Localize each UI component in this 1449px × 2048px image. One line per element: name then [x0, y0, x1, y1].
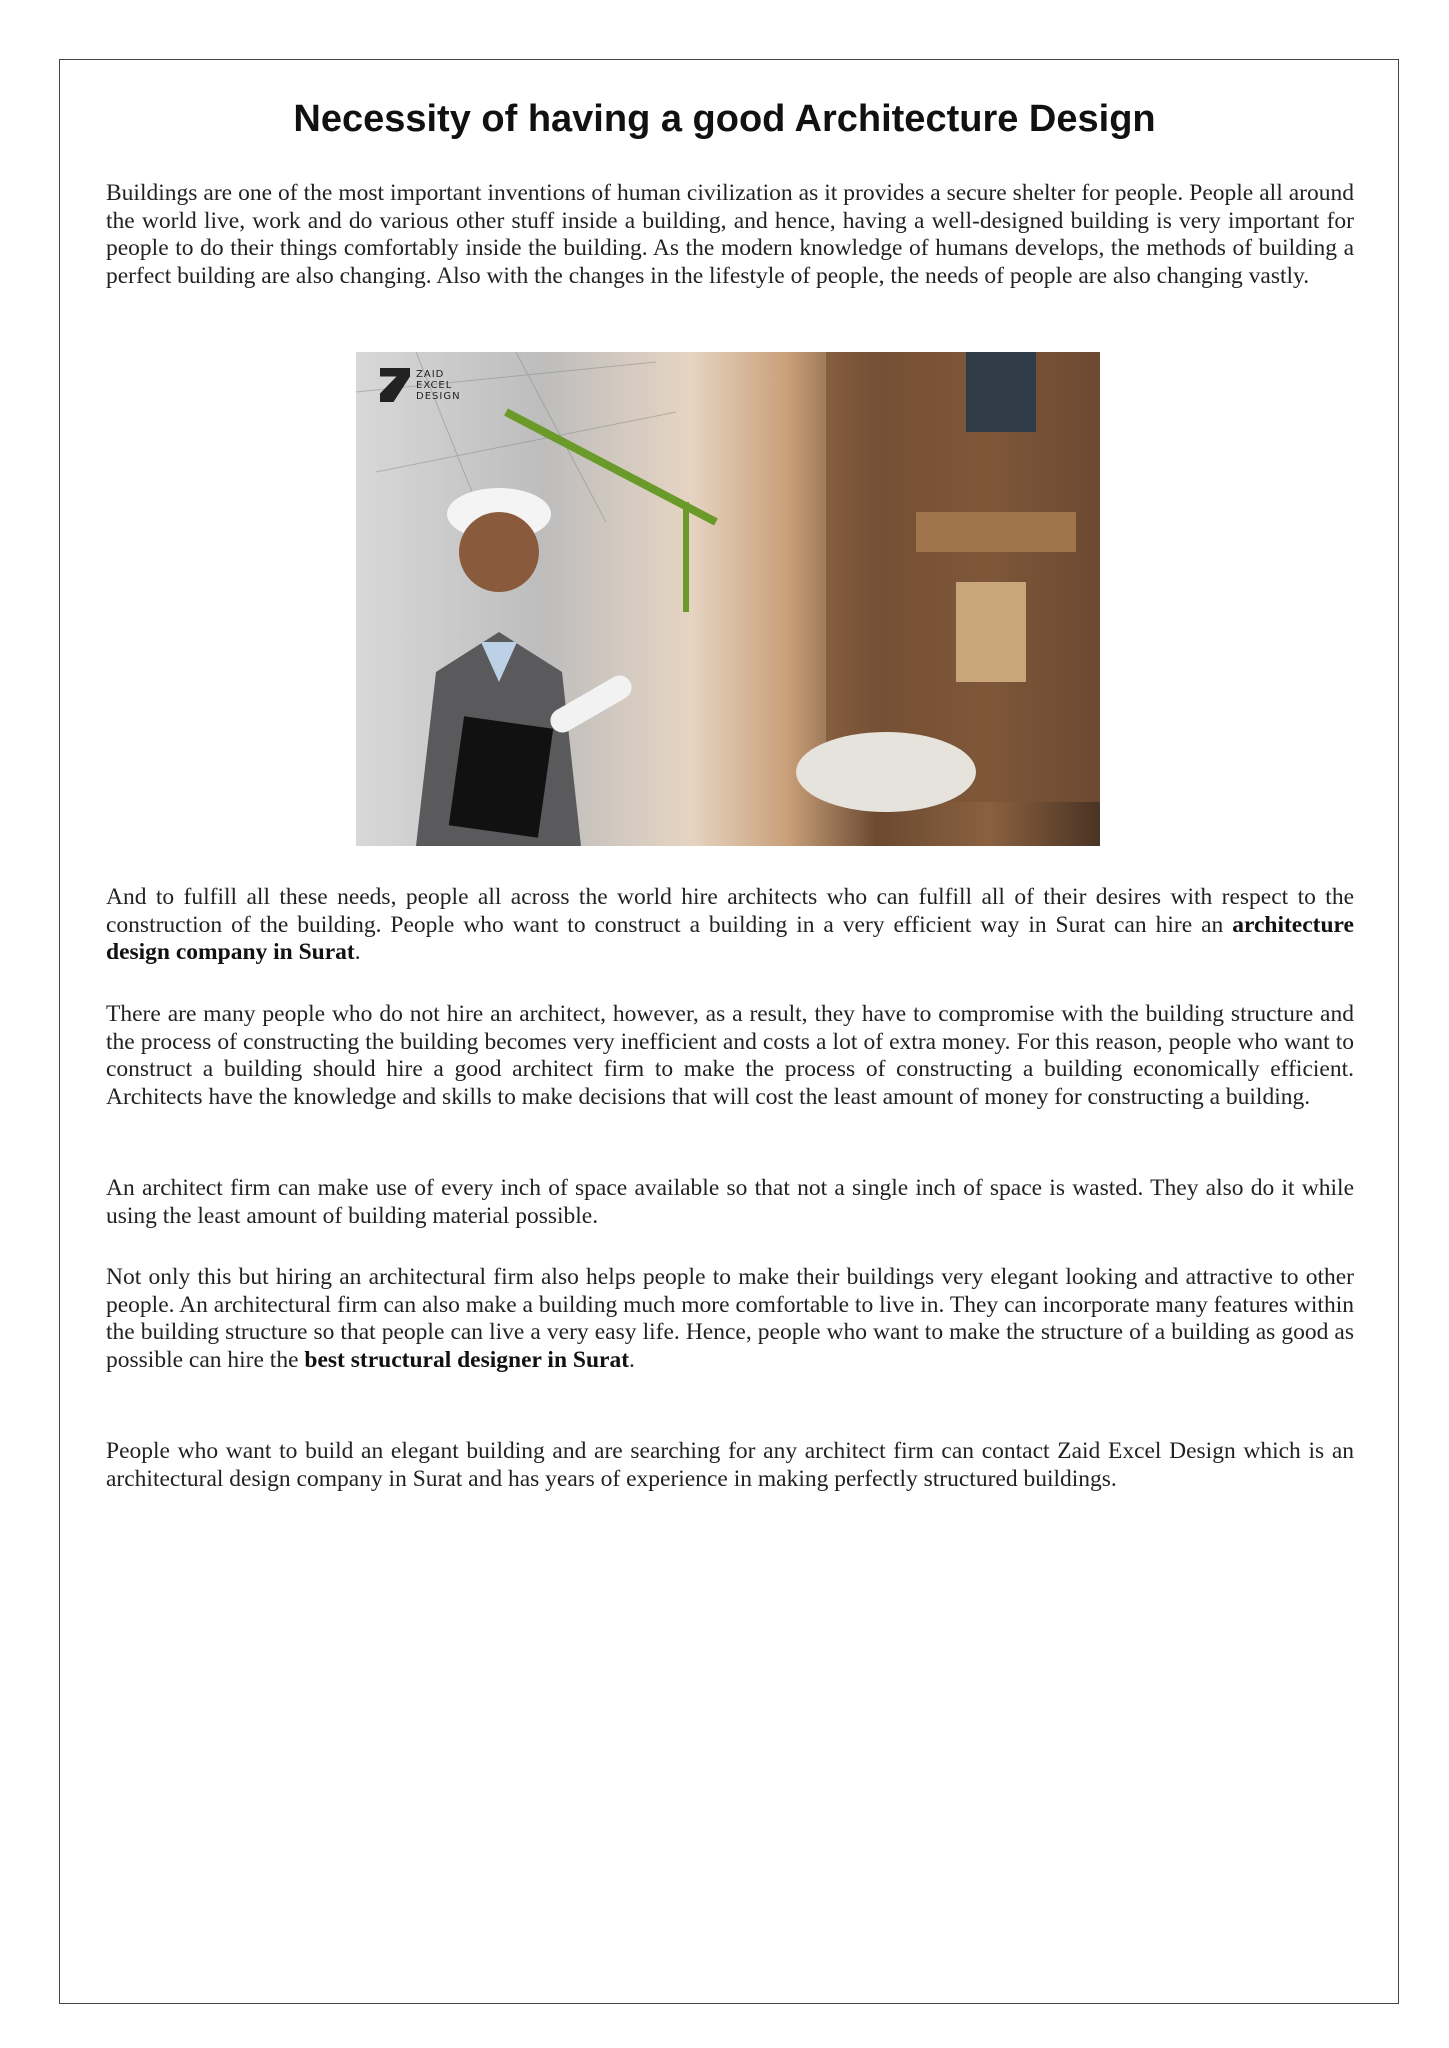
text: . [629, 1346, 635, 1373]
paragraph-hire-architects [106, 884, 1354, 967]
paragraph-compromise: There are many people who do not hire an architect, however, as a result, they have to compromise with the building structure and the process of constructing the building becomes very inefficient and costs a lot of extra money. For this reason, people who want to construct a building should hire a good architect firm to make the process of constructing a building economically efficient. Architects have the knowledge and skills to make decisions that will cost the least amount of money for constructing a building. [106, 1001, 1354, 1110]
paragraph-elegant [106, 1264, 1354, 1374]
page-title: Necessity of having a good Architecture Design [293, 98, 1156, 140]
paragraph-intro: Buildings are one of the most important inventions of human civilization as it provides a secure shelter for people. People all around the world live, work and do various other stuff inside a building, and hence, having a well-designed building is very important for people to do their things comfortably inside the building. As the modern knowledge of humans develops, the methods of building a perfect building are also changing. Also with the changes in the lifestyle of people, the needs of people are also changing vastly. [106, 180, 1354, 289]
text: . [354, 939, 361, 966]
logo-line: ZAID [416, 368, 445, 380]
hero-illustration [356, 352, 1100, 846]
logo-mark-icon [380, 368, 410, 402]
text: And to fulfill all these needs, people all across the world hire architects who can fulfill all of their desires with respect to the construction of the building. People who want to construct a building in a very efficient way in Surat can hire an [106, 884, 1354, 938]
paragraph-space: An architect firm can make use of every inch of space available so that not a single inch of space is wasted. They also do it while using the least amount of building material possible. [106, 1175, 1354, 1229]
logo-line: EXCEL [416, 379, 453, 391]
text: Not only this but hiring an architectural firm also helps people to make their buildings very elegant looking and attractive to other people. An architectural firm can also make a building much more comfortable to live in. They can incorporate many features within the building structure so that people can live a very easy life. Hence, people who want to make the structure of a building as good as possible can hire the [106, 1264, 1354, 1373]
bold-keyword: architecture design company in Surat [106, 911, 1354, 966]
logo-line: DESIGN [416, 390, 461, 402]
zaid-excel-design-logo [380, 368, 461, 402]
paragraph-contact: People who want to build an elegant building and are searching for any architect firm can contact Zaid Excel Design which is an architectural design company in Surat and has years of experience in making perfectly structured buildings. [106, 1438, 1354, 1492]
hero-image [356, 352, 1100, 846]
bold-keyword: best structural designer in Surat [304, 1346, 630, 1373]
